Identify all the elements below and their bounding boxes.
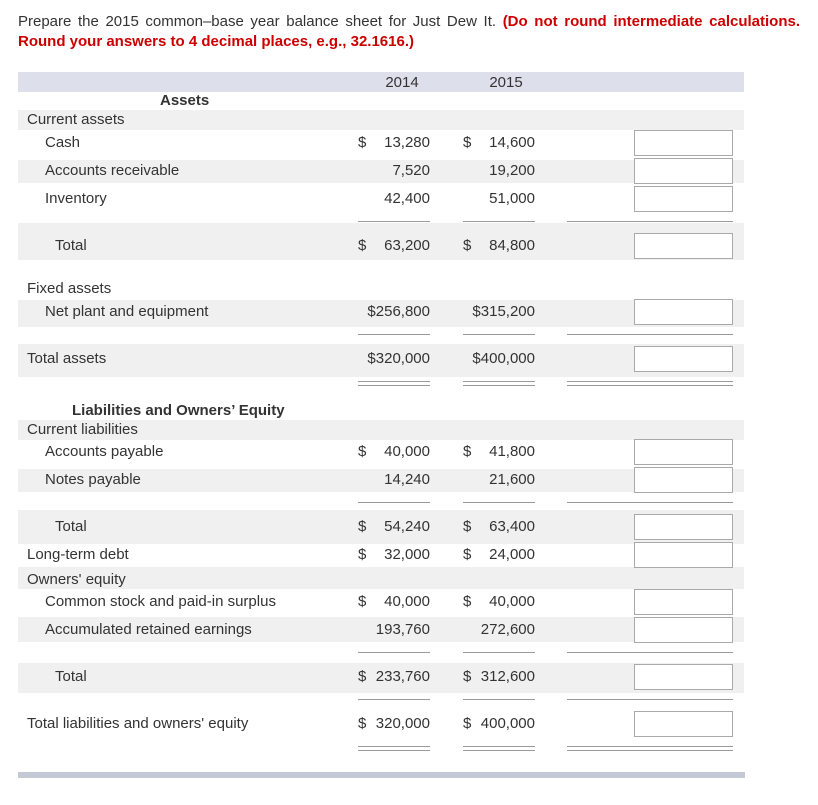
subtotal-rule — [358, 699, 430, 700]
cash-label: Cash — [45, 134, 81, 151]
fixed-assets-label: Fixed assets — [27, 280, 112, 297]
subtotal-rule — [463, 334, 535, 335]
currency-symbol: $ — [463, 518, 472, 535]
question-prompt — [18, 12, 800, 52]
currency-symbol: $ — [358, 546, 367, 563]
currency-symbol: $ — [463, 546, 472, 563]
subtotal-rule — [358, 652, 430, 653]
subtotal-rule — [463, 502, 535, 503]
currency-symbol: $ — [463, 715, 472, 732]
currency-symbol: $ — [463, 134, 472, 151]
prompt-text: Prepare the 2015 common–base year balance sheet for Just Dew It. — [18, 13, 497, 30]
row-band — [18, 110, 744, 130]
currency-symbol: $ — [358, 518, 367, 535]
accounts-payable-label: Accounts payable — [45, 443, 164, 460]
assets-heading: Assets — [160, 92, 210, 109]
prompt-instruction: (Do not round intermediate calculations. Round your answers to 4 decimal places, e.g., 32.1616.) — [18, 13, 801, 50]
total-liabilities-equity-answer-input[interactable] — [634, 711, 733, 737]
currency-symbol: $ — [463, 443, 472, 460]
currency-symbol: $ — [463, 593, 472, 610]
double-rule — [567, 746, 733, 747]
subtotal-rule — [567, 699, 733, 700]
double-rule — [463, 750, 535, 751]
total-assets-answer-input[interactable] — [634, 346, 733, 372]
total-owners-equity-answer-input[interactable] — [634, 664, 733, 690]
double-rule — [358, 750, 430, 751]
net-plant-answer-input[interactable] — [634, 299, 733, 325]
currency-symbol: $ — [358, 237, 367, 254]
total-owners-equity-label: Total — [55, 668, 87, 685]
notes-payable-label: Notes payable — [45, 471, 141, 488]
subtotal-rule — [567, 502, 733, 503]
currency-symbol: $ — [463, 237, 472, 254]
double-rule — [358, 381, 430, 382]
current-assets-label: Current assets — [27, 111, 125, 128]
current-liabilities-label: Current liabilities — [27, 421, 138, 438]
currency-symbol: $ — [358, 443, 367, 460]
subtotal-rule — [567, 334, 733, 335]
subtotal-rule — [463, 699, 535, 700]
total-current-assets-label: Total — [55, 237, 87, 254]
inventory-answer-input[interactable] — [634, 186, 733, 212]
liabilities-equity-heading: Liabilities and Owners’ Equity — [72, 402, 285, 419]
currency-symbol: $ — [358, 593, 367, 610]
subtotal-rule — [358, 221, 430, 222]
subtotal-rule — [463, 652, 535, 653]
inventory-label: Inventory — [45, 190, 107, 207]
owners-equity-label: Owners' equity — [27, 571, 126, 588]
long-term-debt-answer-input[interactable] — [634, 542, 733, 568]
net-plant-label: Net plant and equipment — [45, 303, 209, 320]
accounts-receivable-label: Accounts receivable — [45, 162, 180, 179]
double-rule — [358, 385, 430, 386]
total-current-assets-answer-input[interactable] — [634, 233, 733, 259]
long-term-debt-label: Long-term debt — [27, 546, 129, 563]
retained-earnings-label: Accumulated retained earnings — [45, 621, 252, 638]
total-assets-label: Total assets — [27, 350, 107, 367]
currency-symbol: $ — [358, 715, 367, 732]
double-rule — [358, 746, 430, 747]
currency-symbol: $ — [463, 668, 472, 685]
double-rule — [463, 385, 535, 386]
currency-symbol: $ — [358, 134, 367, 151]
column-header-2015: 2015 — [489, 74, 523, 91]
double-rule — [567, 385, 733, 386]
total-current-liabilities-answer-input[interactable] — [634, 514, 733, 540]
total-current-liabilities-label: Total — [55, 518, 87, 535]
notes-payable-answer-input[interactable] — [634, 467, 733, 493]
column-header-2014: 2014 — [385, 74, 419, 91]
subtotal-rule — [358, 334, 430, 335]
accounts-payable-answer-input[interactable] — [634, 439, 733, 465]
subtotal-rule — [463, 221, 535, 222]
subtotal-rule — [567, 221, 733, 222]
row-band — [18, 567, 744, 589]
subtotal-rule — [358, 502, 430, 503]
retained-earnings-answer-input[interactable] — [634, 617, 733, 643]
table-footer-bar — [18, 772, 745, 778]
common-stock-label: Common stock and paid-in surplus — [45, 593, 276, 610]
double-rule — [567, 750, 733, 751]
accounts-receivable-answer-input[interactable] — [634, 158, 733, 184]
double-rule — [463, 381, 535, 382]
cash-answer-input[interactable] — [634, 130, 733, 156]
common-stock-answer-input[interactable] — [634, 589, 733, 615]
total-liabilities-equity-label: Total liabilities and owners' equity — [27, 715, 249, 732]
subtotal-rule — [567, 652, 733, 653]
double-rule — [567, 381, 733, 382]
currency-symbol: $ — [358, 668, 367, 685]
double-rule — [463, 746, 535, 747]
